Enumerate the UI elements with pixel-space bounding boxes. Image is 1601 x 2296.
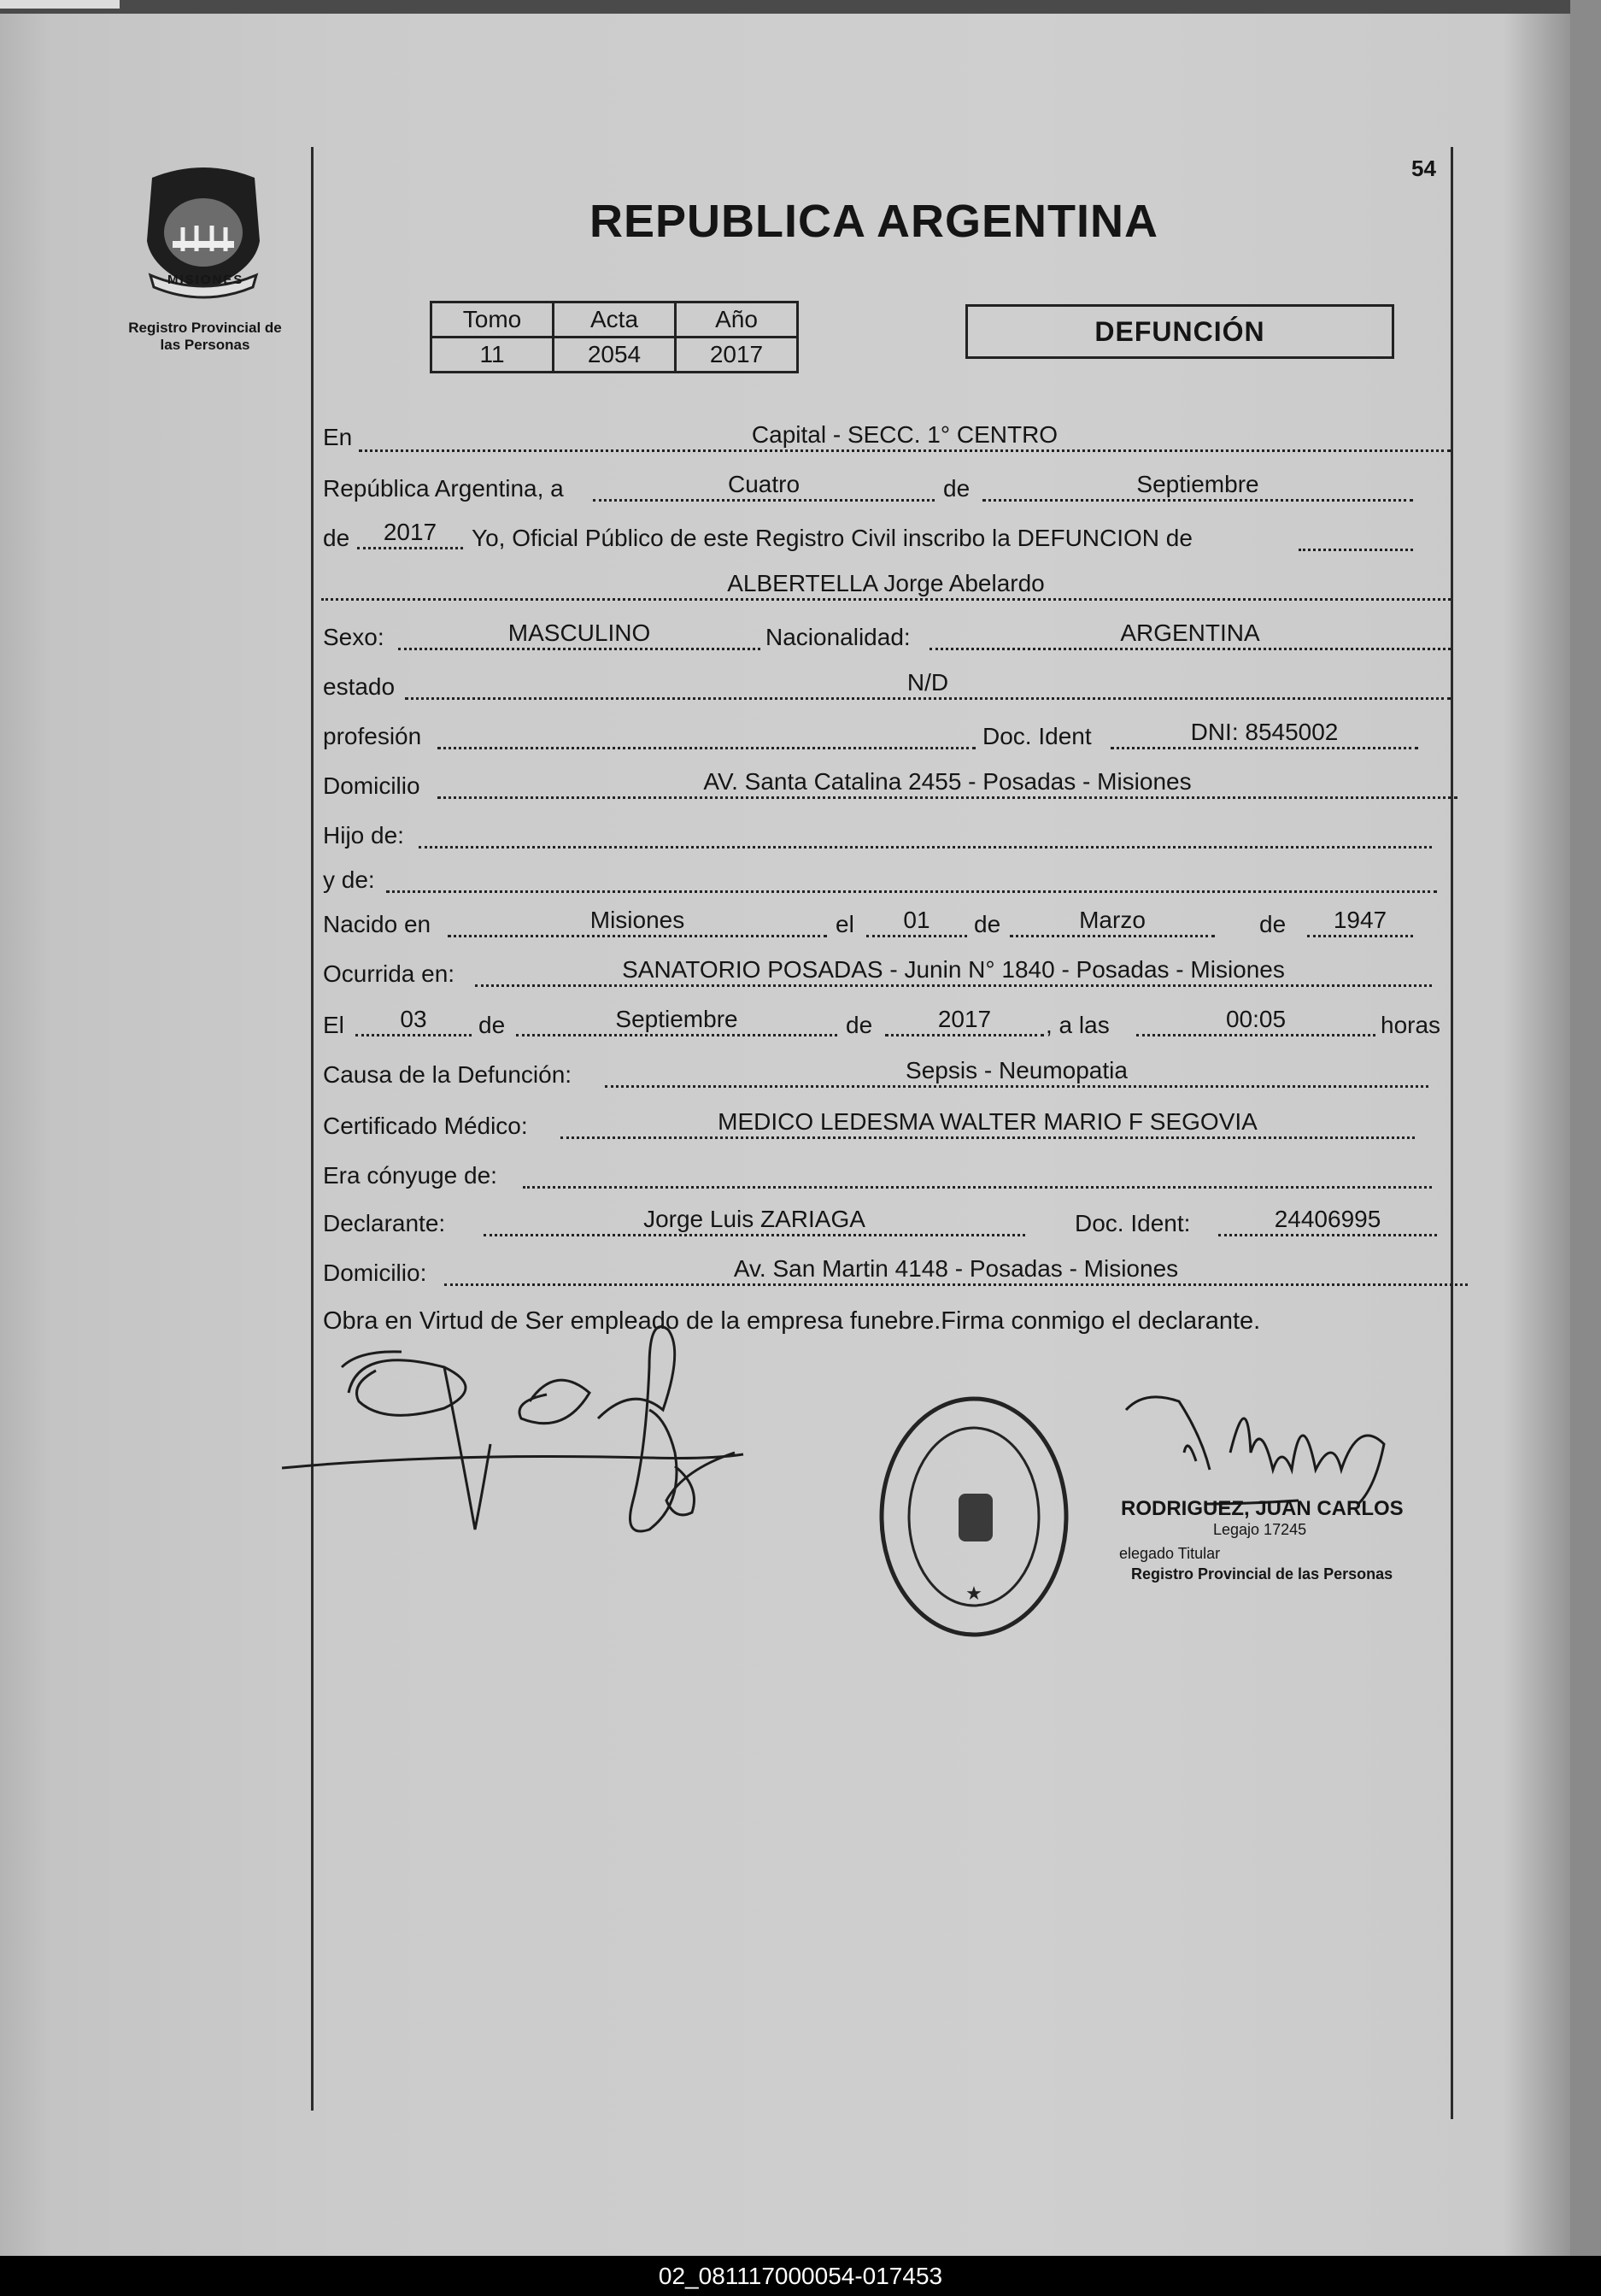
declarante-value: Jorge Luis ZARIAGA bbox=[484, 1205, 1025, 1236]
de-label-2: de bbox=[323, 525, 350, 551]
domicilio2-label: Domicilio: bbox=[323, 1260, 427, 1286]
ref-value-anio: 2017 bbox=[676, 338, 798, 373]
obra-statement: Obra en Virtud de Ser empleado de la empresa funebre.Firma conmigo el declarante. bbox=[323, 1307, 1261, 1335]
day-text: Cuatro bbox=[593, 470, 935, 502]
ref-header-tomo: Tomo bbox=[431, 302, 554, 338]
document-type-box: DEFUNCIÓN bbox=[965, 304, 1394, 359]
fall-anio: 2017 bbox=[885, 1005, 1044, 1036]
doc-ident-label: Doc. Ident bbox=[982, 723, 1092, 749]
declarant-signature bbox=[282, 1327, 743, 1531]
republica-label: República Argentina, a bbox=[323, 475, 564, 502]
en-label: En bbox=[323, 424, 353, 450]
ref-value-acta: 2054 bbox=[554, 338, 676, 373]
de-label-1: de bbox=[943, 475, 971, 502]
logo-text: MISIONES bbox=[167, 273, 244, 287]
page-number: 54 bbox=[1411, 156, 1436, 181]
officer-name: RODRIGUEZ, JUAN CARLOS bbox=[1121, 1497, 1404, 1520]
domicilio-value: AV. Santa Catalina 2455 - Posadas - Misiones bbox=[437, 767, 1457, 799]
doc-ident-value: DNI: 8545002 bbox=[1111, 718, 1418, 749]
page-title: REPUBLICA ARGENTINA bbox=[589, 196, 1158, 247]
yo-statement: Yo, Oficial Público de este Registro Civil inscribo la DEFUNCION de bbox=[472, 525, 1193, 551]
ocurrida-label: Ocurrida en: bbox=[323, 960, 455, 987]
causa-value: Sepsis - Neumopatia bbox=[605, 1056, 1428, 1088]
de-label-3: de bbox=[974, 911, 1001, 937]
nacido-lugar: Misiones bbox=[448, 906, 827, 937]
certificado-label: Certificado Médico: bbox=[323, 1113, 528, 1139]
doc-ident2-value: 24406995 bbox=[1218, 1205, 1437, 1236]
hijo-label: Hijo de: bbox=[323, 822, 404, 849]
certificado-value: MEDICO LEDESMA WALTER MARIO F SEGOVIA bbox=[560, 1107, 1415, 1139]
ocurrida-value: SANATORIO POSADAS - Junin N° 1840 - Posadas - Misiones bbox=[475, 955, 1432, 987]
en-value: Capital - SECC. 1° CENTRO bbox=[359, 420, 1451, 452]
nacido-label: Nacido en bbox=[323, 911, 431, 937]
profesion-label: profesión bbox=[323, 723, 422, 749]
officer-signature bbox=[1126, 1397, 1384, 1504]
sexo-value: MASCULINO bbox=[398, 619, 760, 650]
ref-header-acta: Acta bbox=[554, 302, 676, 338]
sexo-label: Sexo: bbox=[323, 624, 384, 650]
horas-label: horas bbox=[1381, 1012, 1441, 1038]
el-label-2: El bbox=[323, 1012, 344, 1038]
de-label-5: de bbox=[478, 1012, 506, 1038]
de-label-4: de bbox=[1259, 911, 1287, 937]
ref-header-anio: Año bbox=[676, 302, 798, 338]
ref-value-tomo: 11 bbox=[431, 338, 554, 373]
scan-file-id: 02_081117000054-017453 bbox=[0, 2256, 1601, 2296]
domicilio2-value: Av. San Martin 4148 - Posadas - Misiones bbox=[444, 1254, 1468, 1286]
fall-hora: 00:05 bbox=[1136, 1005, 1375, 1036]
officer-office: Registro Provincial de las Personas bbox=[1131, 1565, 1393, 1583]
fall-dia: 03 bbox=[355, 1005, 472, 1036]
doc-ident2-label: Doc. Ident: bbox=[1075, 1210, 1191, 1236]
de-label-6: de bbox=[846, 1012, 873, 1038]
nacionalidad-value: ARGENTINA bbox=[930, 619, 1451, 650]
officer-role: elegado Titular bbox=[1119, 1545, 1221, 1562]
nacionalidad-label: Nacionalidad: bbox=[765, 624, 911, 650]
estado-value: N/D bbox=[405, 668, 1451, 700]
domicilio-label: Domicilio bbox=[323, 772, 420, 799]
svg-text:★: ★ bbox=[965, 1583, 982, 1604]
declarante-label: Declarante: bbox=[323, 1210, 446, 1236]
el-label: el bbox=[836, 911, 854, 937]
fall-mes: Septiembre bbox=[516, 1005, 837, 1036]
logo-caption-line2: las Personas bbox=[160, 337, 250, 353]
official-stamp bbox=[882, 1399, 1066, 1635]
officer-legajo: Legajo 17245 bbox=[1213, 1521, 1307, 1538]
estado-label: estado bbox=[323, 673, 396, 700]
nacido-dia: 01 bbox=[866, 906, 967, 937]
alas-label: , a las bbox=[1046, 1012, 1110, 1038]
logo-caption-line1: Registro Provincial de bbox=[128, 320, 282, 336]
year-value: 2017 bbox=[357, 518, 463, 549]
conyuge-label: Era cónyuge de: bbox=[323, 1162, 497, 1189]
yde-label: y de: bbox=[323, 866, 375, 893]
nacido-mes: Marzo bbox=[1010, 906, 1215, 937]
deceased-name: ALBERTELLA Jorge Abelardo bbox=[321, 569, 1451, 601]
month-text: Septiembre bbox=[982, 470, 1413, 502]
nacido-anio: 1947 bbox=[1307, 906, 1413, 937]
causa-label: Causa de la Defunción: bbox=[323, 1061, 572, 1088]
